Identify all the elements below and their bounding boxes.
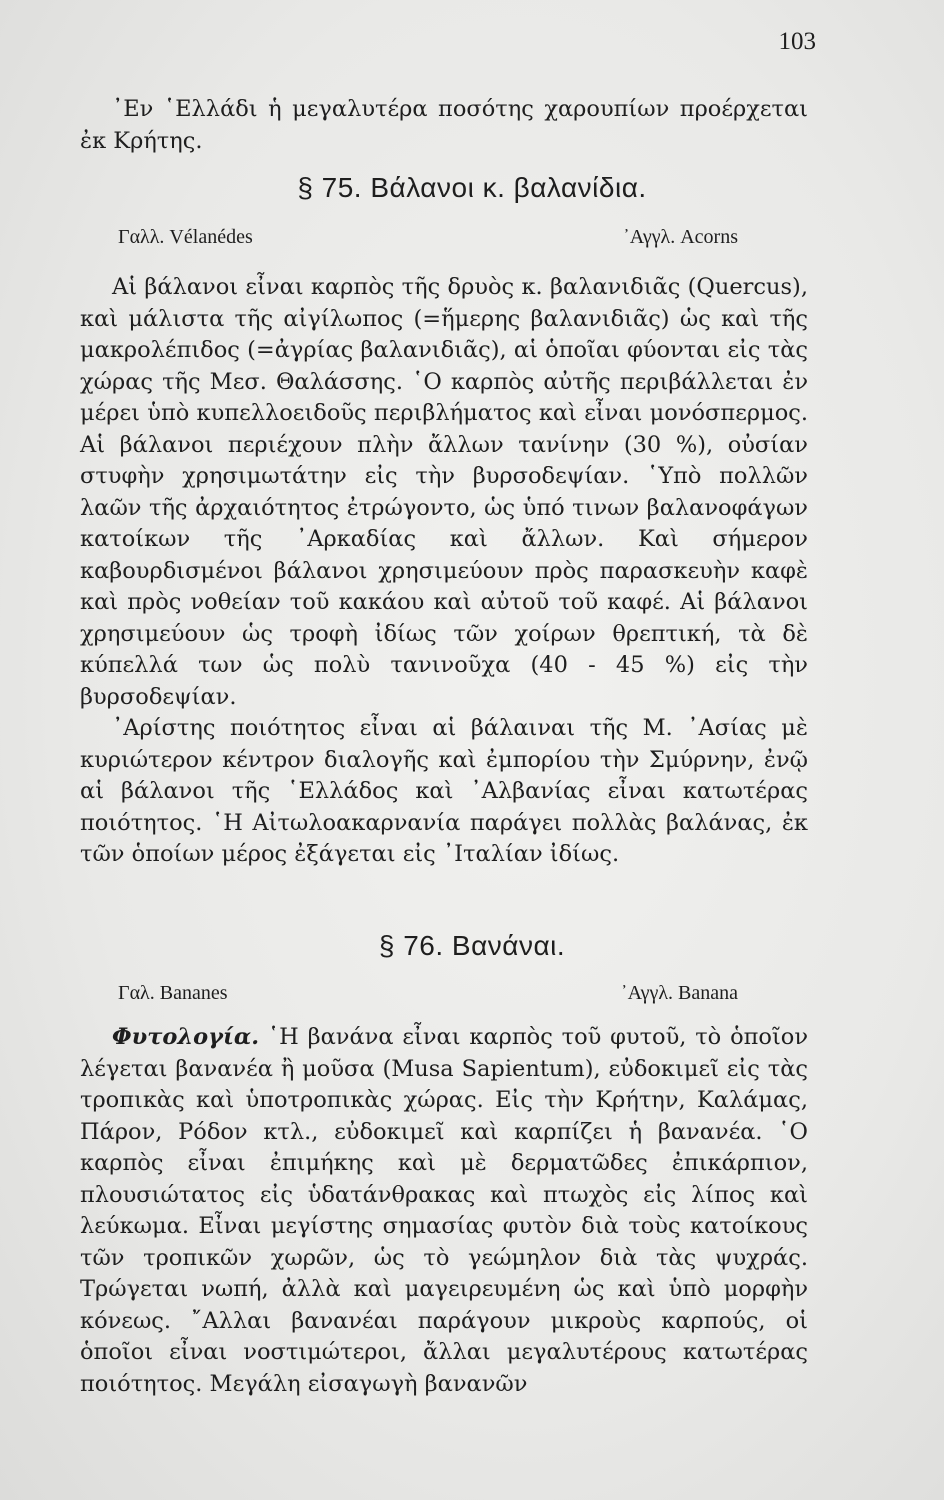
section-75-paragraph-2: ᾿Αρίστης ποιότητος εἶναι αἱ βάλαιναι τῆς Μ. ᾿Ασίας μὲ κυριώτερον κέντρον διαλογῆς καὶ ἐμπορίου τὴν Σμύρνην, ἐνῷ αἱ βάλανοι τῆς ῾Ελλάδος καὶ ᾿Αλβανίας εἶναι κατωτέρας ποιότητος. ῾Η Αἰτωλοακαρνανία παράγει πολλὰς βαλάνας, ἐκ τῶν ὁποίων μέρος ἐξάγεται εἰς ᾿Ιταλίαν ἰδίως. <box>80 715 808 867</box>
section-76-title: § 76. Βανάναι. <box>378 930 566 961</box>
phytology-label: Φυτολογία. <box>112 1024 260 1050</box>
section-76-text: ῾Η βανάνα εἶναι καρπὸς τοῦ φυτοῦ, τὸ ὁποῖον λέγεται βανανέα ἢ μοῦσα (Musa Sapientum), εὐδοκιμεῖ εἰς τὰς τροπικὰς καὶ ὑποτροπικὰς χώρας. Εἰς τὴν Κρήτην, Καλάμας, Πάρον, Ρόδον κτλ., εὐδοκιμεῖ καὶ καρπίζει ἡ βανανέα. ῾Ο καρπὸς εἶναι ἐπιμήκης καὶ μὲ δερματῶδες ἐπικάρπιον, πλουσιώτατος εἰς ὑδατάνθρακας καὶ πτωχὸς εἰς λίπος καὶ λεύκωμα. Εἶναι μεγίστης σημασίας φυτὸν διὰ τοὺς κατοίκους τῶν τροπικῶν χωρῶν, ὡς τὸ γεώμηλον διὰ τὰς ψυχράς. Τρώγεται νωπή, ἀλλὰ καὶ μαγειρευμένη ὡς καὶ ὑπὸ μορφὴν κόνεως. ῎Αλλαι βανανέαι παράγουν μικροὺς καρπούς, οἱ ὁποῖοι εἶναι νοστιμώτεροι, ἄλλαι μεγαλυτέρους κατωτέρας ποιότητος. Μεγάλη εἰσαγωγὴ βανανῶν <box>80 1024 808 1397</box>
section-75-translations <box>118 226 738 249</box>
intro-text <box>80 94 808 157</box>
french-term: Γαλλ. Vélanédes <box>118 226 253 248</box>
intro-paragraph: ᾿Εν ῾Ελλάδι ἡ μεγαλυτέρα ποσότης χαρουπίων προέρχεται ἐκ Κρήτης. <box>80 96 808 154</box>
section-76-paragraph <box>80 1022 808 1400</box>
section-76-translations <box>118 982 738 1005</box>
section-75-title: § 75. Βάλανοι κ. βαλανίδια. <box>297 172 647 203</box>
section-76-body <box>80 1022 808 1400</box>
english-term: ᾿Αγγλ. Acorns <box>623 226 738 248</box>
section-75-paragraph-1: Αἱ βάλανοι εἶναι καρπὸς τῆς δρυὸς κ. βαλανιδιᾶς (Quercus), καὶ μάλιστα τῆς αἰγίλωπος (=ἥμερης βαλανιδιᾶς) ὡς καὶ τῆς μακρολέπιδος (=ἀγρίας βαλανιδιᾶς), αἱ ὁποῖαι φύονται εἰς τὰς χώρας τῆς Μεσ. Θαλάσσης. ῾Ο καρπὸς αὐτῆς περιβάλλεται ἐν μέρει ὑπὸ κυπελλοειδοῦς περιβλήματος καὶ εἶναι μονόσπερμος. Αἱ βάλανοι περιέχουν πλὴν ἄλλων τανίνην (30 %), οὐσίαν στυφὴν χρησιμωτάτην εἰς τὴν βυρσοδεψίαν. ῾Υπὸ πολλῶν λαῶν τῆς ἀρχαιότητος ἐτρώγοντο, ὡς ὑπό τινων βαλανοφάγων κατοίκων τῆς ᾿Αρκαδίας καὶ ἄλλων. Καὶ σήμερον καβουρδισμένοι βάλανοι χρησιμεύουν πρὸς παρασκευὴν καφὲ καὶ πρὸς νοθείαν τοῦ κακάου καὶ αὐτοῦ τοῦ καφέ. Αἱ βάλανοι χρησιμεύουν ὡς τροφὴ ἰδίως τῶν χοίρων θρεπτική, τὰ δὲ κύπελλά των ὡς πολὺ τανινοῦχα (40 - 45 %) εἰς τὴν βυρσοδεψίαν. <box>80 274 808 710</box>
section-75-body <box>80 272 808 871</box>
page-number: 103 <box>778 28 816 55</box>
french-term: Γαλ. Bananes <box>118 982 228 1004</box>
english-term: ᾿Αγγλ. Banana <box>620 982 738 1004</box>
